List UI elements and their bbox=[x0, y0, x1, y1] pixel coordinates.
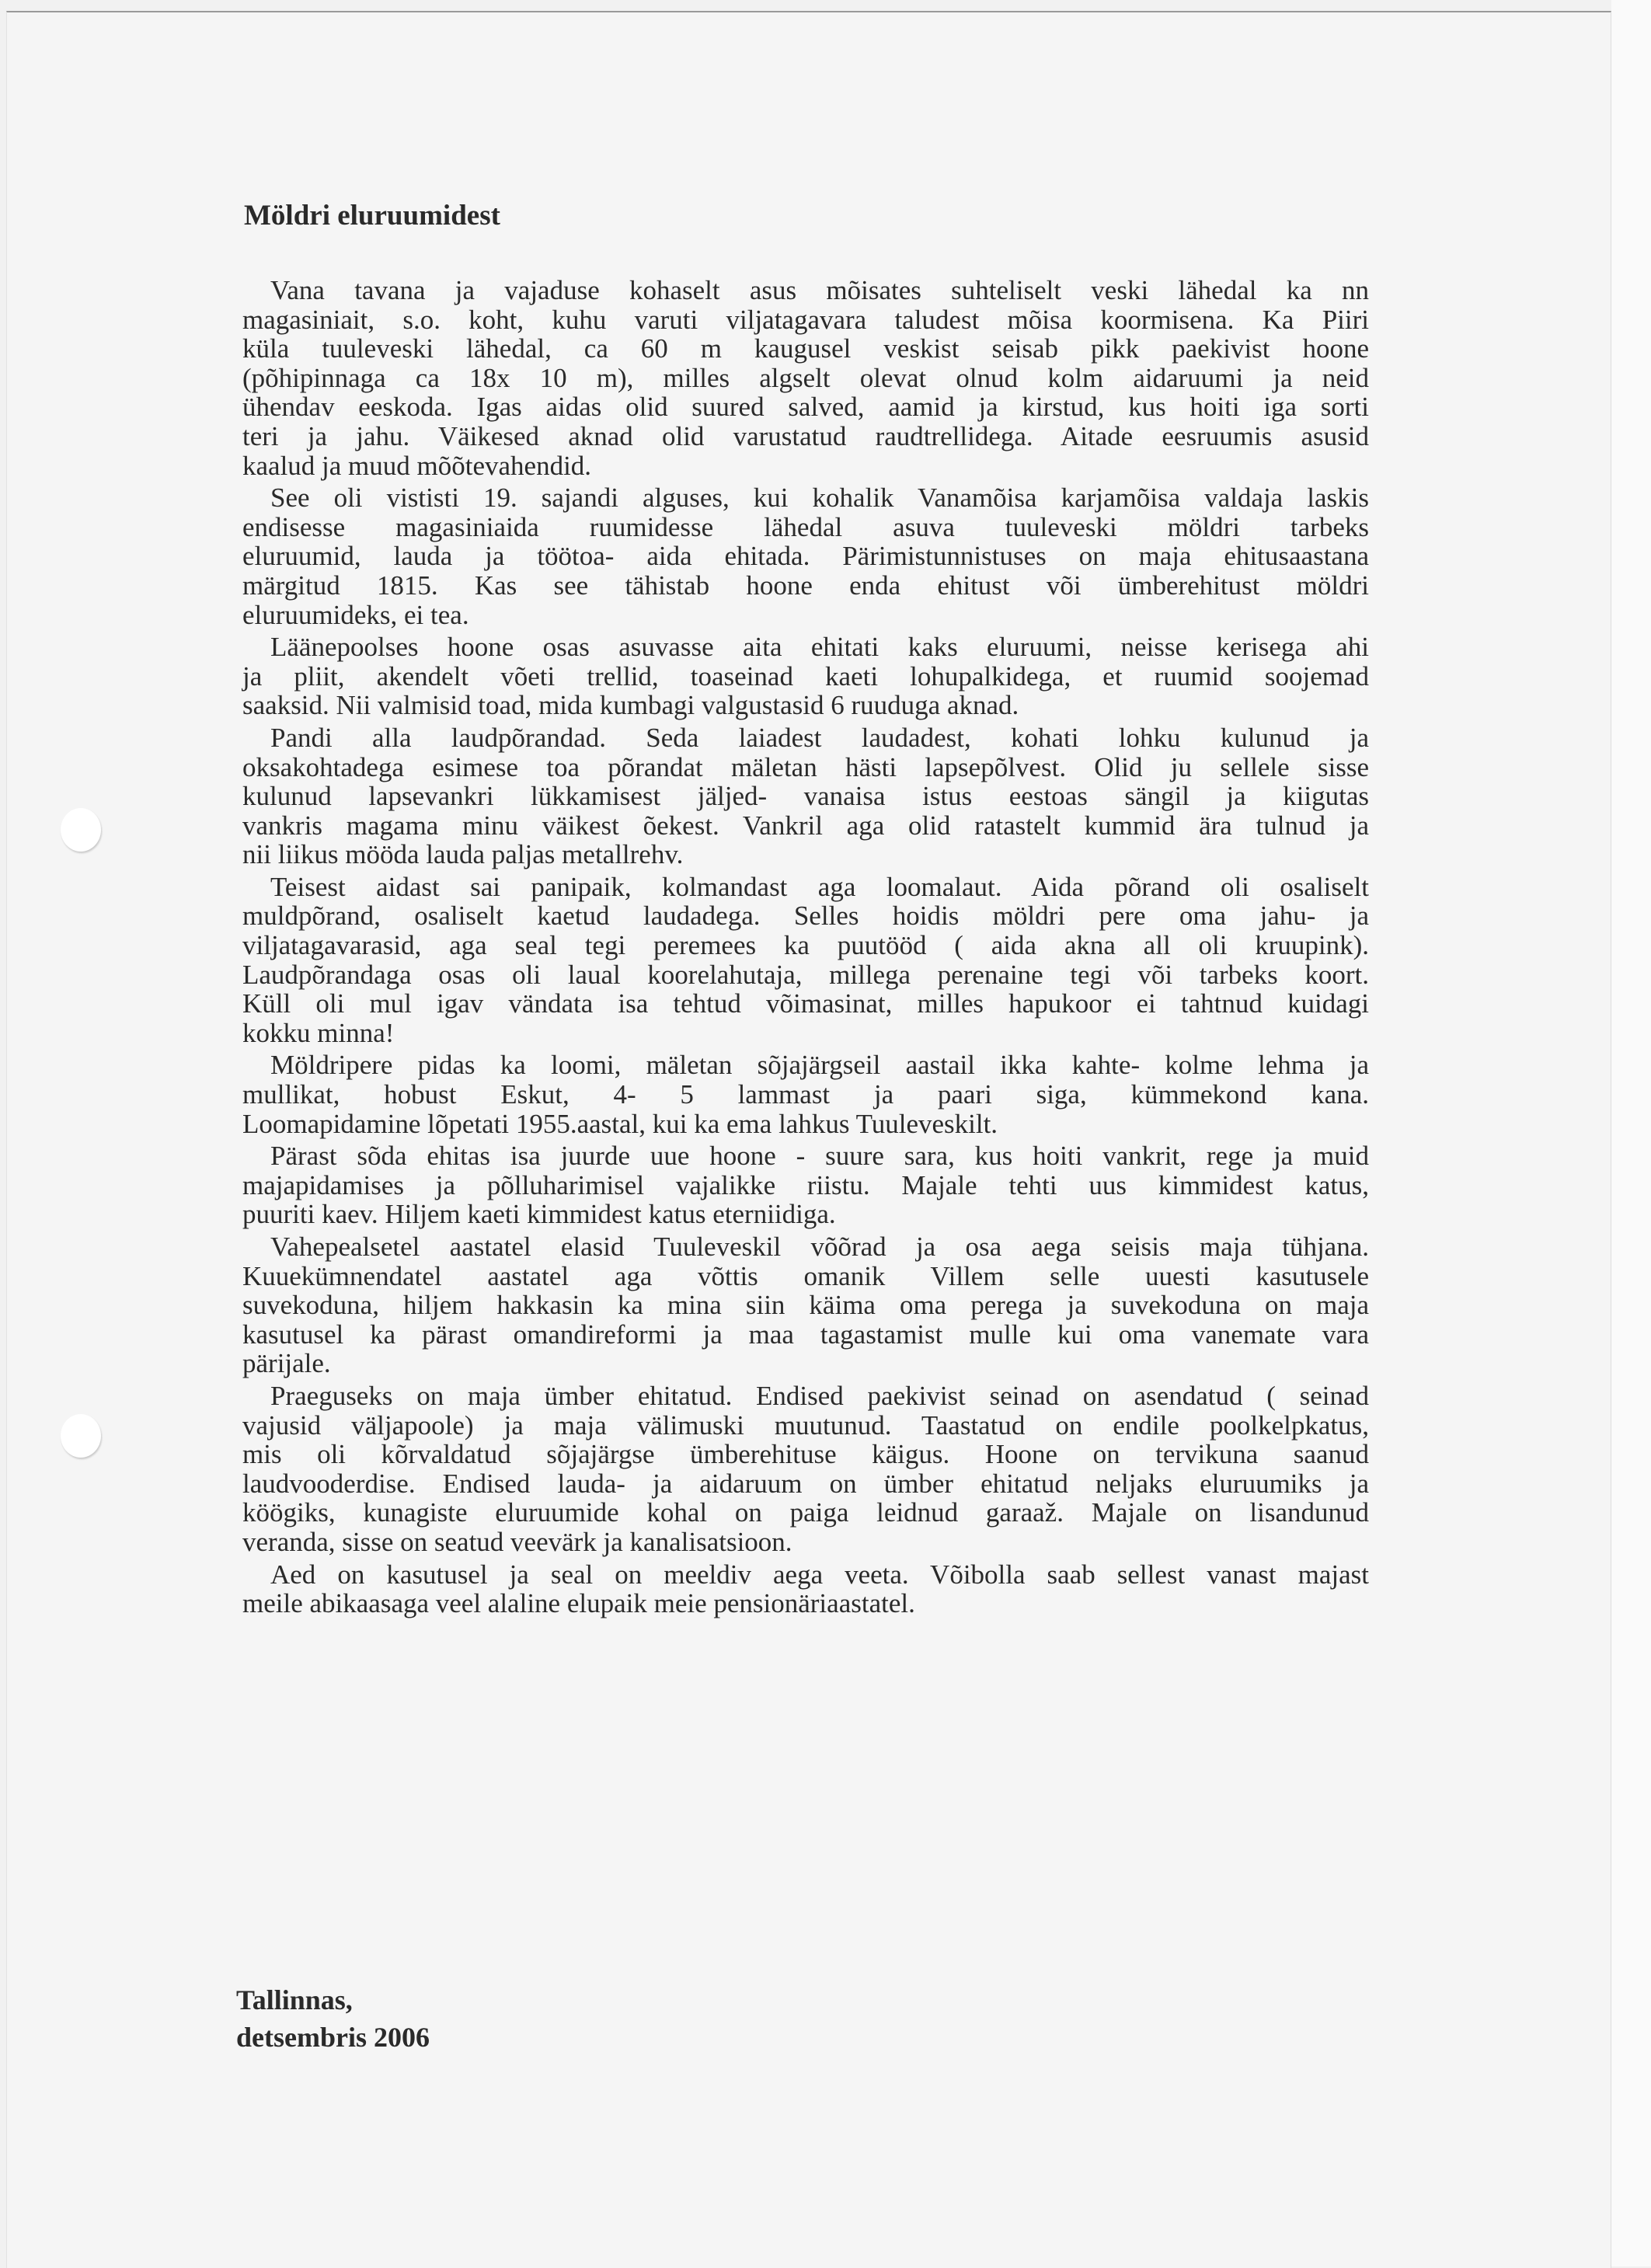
text-line: Vahepealsetel aastatel elasid Tuuleveskil võõrad ja osa aega seisis maja tühjana. bbox=[270, 1232, 1369, 1262]
text-line: mis oli kõrvaldatud sõjajärgse ümberehituse käigus. Hoone on tervikuna saanud bbox=[242, 1439, 1369, 1470]
punch-hole bbox=[61, 808, 101, 852]
text-line: muldpõrand, osaliselt kaetud laudadega. Selles hoidis möldri pere oma jahu- ja bbox=[242, 901, 1369, 932]
text-line: kasutusel ka pärast omandireformi ja maa tagastamist mulle kui oma vanemate vara bbox=[242, 1319, 1369, 1350]
text-line: Möldripere pidas ka loomi, mäletan sõjajärgseil aastail ikka kahte- kolme lehma ja bbox=[270, 1050, 1369, 1081]
signoff-date: detsembris 2006 bbox=[236, 2022, 430, 2053]
paragraph bbox=[242, 873, 1369, 1048]
paragraph bbox=[242, 632, 1369, 720]
text-line: (põhipinnaga ca 18x 10 m), milles algselt olevat olnud kolm aidaruumi ja neid bbox=[242, 362, 1369, 393]
text-line: Aed on kasutusel ja seal on meeldiv aega veeta. Võibolla saab sellest vanast majast bbox=[270, 1559, 1369, 1590]
paragraph bbox=[242, 1141, 1369, 1229]
text-line: köögiks, kunagiste eluruumide kohal on paiga leidnud garaaž. Majale on lisandunud bbox=[242, 1497, 1369, 1528]
text-line: Läänepoolses hoone osas asuvasse aita ehitati kaks eluruumi, neisse kerisega ahi bbox=[270, 632, 1369, 663]
text-line: mullikat, hobust Eskut, 4- 5 lammast ja paari siga, kümmekond kana. bbox=[242, 1079, 1369, 1110]
paragraph bbox=[242, 723, 1369, 869]
paragraph bbox=[242, 1232, 1369, 1378]
text-line: märgitud 1815. Kas see tähistab hoone enda ehitust või ümberehitust möldri bbox=[242, 570, 1369, 601]
text-line: endisesse magasiniaida ruumidesse lähedal asuva tuuleveski möldri tarbeks bbox=[242, 511, 1369, 542]
paragraph bbox=[242, 276, 1369, 480]
text-line: Laudpõrandaga osas oli laual koorelahutaja, millega perenaine tegi või tarbeks koort. bbox=[242, 959, 1369, 990]
paragraph bbox=[242, 1381, 1369, 1557]
text-line: pärijale. bbox=[242, 1348, 331, 1379]
text-line: kulunud lapsevankri lükkamisest jäljed- vanaisa istus eestoas sängil ja kiigutas bbox=[242, 781, 1369, 812]
text-line: Kuuekümnendatel aastatel aga võttis omanik Villem selle uuesti kasutusele bbox=[242, 1260, 1369, 1291]
text-line: viljatagavarasid, aga seal tegi peremees ka puutööd ( aida akna all oli kruupink). bbox=[242, 930, 1369, 961]
punch-hole bbox=[61, 1414, 101, 1458]
text-line: ühendav eeskoda. Igas aidas olid suured salved, aamid ja kirstud, kus hoiti iga sorti bbox=[242, 392, 1369, 423]
paragraph bbox=[242, 483, 1369, 629]
text-line: ja pliit, akendelt võeti trellid, toaseinad kaeti lohupalkidega, et ruumid soojemad bbox=[242, 660, 1369, 692]
text-line: küla tuuleveski lähedal, ca 60 m kaugusel veskist seisab pikk paekivist hoone bbox=[242, 333, 1369, 364]
text-line: vankris magama minu väikest õekest. Vankril aga olid ratastelt kummid ära tulnud ja bbox=[242, 810, 1369, 841]
text-line: Teisest aidast sai panipaik, kolmandast aga loomalaut. Aida põrand oli osaliselt bbox=[270, 871, 1369, 902]
text-line: Pandi alla laudpõrandad. Seda laiadest laudadest, kohati lohku kulunud ja bbox=[270, 722, 1369, 753]
text-line: oksakohtadega esimese toa põrandat mäletan hästi lapsepõlvest. Olid ju sellele sisse bbox=[242, 751, 1369, 782]
document-title: Möldri eluruumidest bbox=[244, 200, 500, 232]
text-line: kokku minna! bbox=[242, 1017, 395, 1048]
text-line: meile abikaasaga veel alaline elupaik meie pensionäriaastatel. bbox=[242, 1588, 915, 1619]
text-line: puuriti kaev. Hiljem kaeti kimmidest katus eterniidiga. bbox=[242, 1199, 836, 1230]
document-body bbox=[242, 276, 1369, 1618]
text-line: vajusid väljapoole) ja maja välimuski muutunud. Taastatud on endile poolkelpkatus, bbox=[242, 1409, 1369, 1441]
paragraph bbox=[242, 1050, 1369, 1138]
text-line: kaalud ja muud mõõtevahendid. bbox=[242, 450, 592, 481]
text-line: veranda, sisse on seatud veevärk ja kanalisatsioon. bbox=[242, 1526, 792, 1557]
text-line: magasiniait, s.o. koht, kuhu varuti viljatagavara taludest mõisa koormisena. Ka Piiri bbox=[242, 304, 1369, 335]
scanner-margin bbox=[1611, 0, 1651, 2266]
text-line: teri ja jahu. Väikesed aknad olid varustatud raudtrellidega. Aitade eesruumis asusid bbox=[242, 420, 1369, 451]
text-line: majapidamises ja põlluharimisel vajalikke riistu. Majale tehti uus kimmidest katus, bbox=[242, 1169, 1369, 1200]
text-line: Praeguseks on maja ümber ehitatud. Endised paekivist seinad on asendatud ( seinad bbox=[270, 1380, 1369, 1411]
text-line: See oli vististi 19. sajandi alguses, kui kohalik Vanamõisa karjamõisa valdaja laskis bbox=[270, 483, 1369, 514]
text-line: Küll oli mul igav vändata isa tehtud võimasinat, milles hapukoor ei tahtnud kuidagi bbox=[242, 988, 1369, 1019]
text-line: saaksid. Nii valmisid toad, mida kumbagi valgustasid 6 ruuduga aknad. bbox=[242, 690, 1019, 721]
text-line: laudvooderdise. Endised lauda- ja aidaruum on ümber ehitatud neljaks eluruumiks ja bbox=[242, 1468, 1369, 1499]
paragraph bbox=[242, 1560, 1369, 1618]
text-line: Loomapidamine lõpetati 1955.aastal, kui ka ema lahkus Tuuleveskilt. bbox=[242, 1108, 998, 1139]
text-line: nii liikus mööda lauda paljas metallrehv. bbox=[242, 839, 684, 870]
text-line: Vana tavana ja vajaduse kohaselt asus mõisates suhteliselt veski lähedal ka nn bbox=[270, 275, 1369, 305]
text-line: eluruumideks, ei tea. bbox=[242, 599, 469, 630]
text-line: eluruumid, lauda ja töötoa- aida ehitada. Pärimistunnistuses on maja ehitusaastana bbox=[242, 541, 1369, 572]
text-line: Pärast sõda ehitas isa juurde uue hoone - suure sara, kus hoiti vankrit, rege ja muid bbox=[270, 1141, 1369, 1172]
signoff-place: Tallinnas, bbox=[236, 1984, 353, 2015]
signoff bbox=[236, 1981, 430, 2056]
text-line: suvekoduna, hiljem hakkasin ka mina siin käima oma perega ja suvekoduna on maja bbox=[242, 1290, 1369, 1321]
